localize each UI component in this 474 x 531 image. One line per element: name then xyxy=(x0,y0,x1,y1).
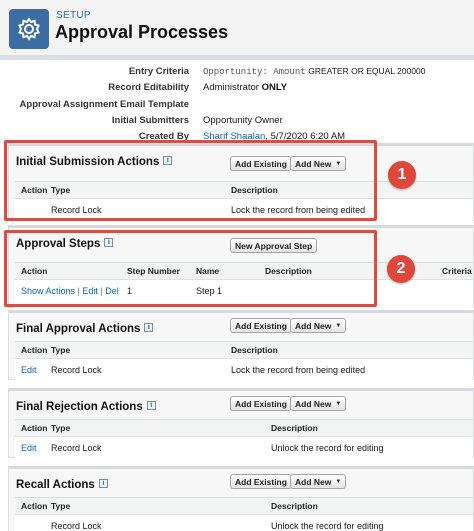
setup-label: SETUP xyxy=(56,10,91,21)
final-rejection-table xyxy=(15,419,473,459)
table-row: Record Lock Lock the record from being edited xyxy=(15,200,473,220)
table-header: Action Type Description xyxy=(15,342,473,359)
section-title: Initial Submission Actions i xyxy=(16,156,172,168)
process-details xyxy=(0,56,474,144)
final-rejection-section xyxy=(8,388,474,458)
new-approval-step-button[interactable]: New Approval Step xyxy=(230,238,317,253)
chevron-down-icon: ▼ xyxy=(335,478,342,485)
table-header: Action Type Description xyxy=(15,498,473,515)
table-header: Action Type Description xyxy=(15,420,473,437)
section-title: Final Approval Actions i xyxy=(16,323,153,335)
detail-row-record-editability xyxy=(0,80,474,95)
add-new-button[interactable]: Add New ▼ xyxy=(290,156,346,171)
gear-icon xyxy=(9,9,49,49)
detail-label: Entry Criteria xyxy=(128,66,189,77)
detail-label: Created By xyxy=(138,131,189,142)
detail-row-entry-criteria xyxy=(0,64,474,79)
chevron-down-icon: ▼ xyxy=(335,400,342,407)
edit-link[interactable]: Edit xyxy=(21,443,37,453)
final-approval-table xyxy=(15,341,473,381)
info-icon[interactable]: i xyxy=(147,401,156,410)
final-approval-section xyxy=(8,310,474,380)
detail-label: Initial Submitters xyxy=(111,115,189,126)
chevron-down-icon: ▼ xyxy=(335,160,342,167)
detail-value: Opportunity Owner xyxy=(203,115,283,126)
table-row: Edit Record Lock Unlock the record for editing xyxy=(15,438,473,458)
table-header: Action Type Description xyxy=(15,182,473,199)
info-icon[interactable]: i xyxy=(99,479,108,488)
info-icon[interactable]: i xyxy=(144,323,153,332)
add-new-button[interactable]: Add New ▼ xyxy=(290,396,346,411)
add-existing-button[interactable]: Add Existing xyxy=(230,156,292,171)
add-existing-button[interactable]: Add Existing xyxy=(230,474,292,489)
info-icon[interactable]: i xyxy=(104,238,113,247)
created-by-link[interactable]: Sharif Shaalan xyxy=(203,131,266,142)
recall-table xyxy=(15,497,473,531)
add-existing-button[interactable]: Add Existing xyxy=(230,318,292,333)
info-icon[interactable]: i xyxy=(163,156,172,165)
section-title: Approval Steps i xyxy=(16,238,113,250)
detail-value: Opportunity: Amount GREATER OR EQUAL 200000 xyxy=(203,66,426,77)
delete-link[interactable]: Del xyxy=(105,286,119,296)
detail-label: Record Editability xyxy=(108,82,189,93)
add-existing-button[interactable]: Add Existing xyxy=(230,396,292,411)
detail-value: Administrator ONLY xyxy=(203,82,288,93)
add-new-button[interactable]: Add New ▼ xyxy=(290,318,346,333)
callout-badge-2: 2 xyxy=(387,255,415,283)
chevron-down-icon: ▼ xyxy=(335,322,342,329)
table-row: Record Lock Unlock the record for editing xyxy=(15,516,473,531)
edit-link[interactable]: Edit xyxy=(21,365,37,375)
callout-box-1 xyxy=(4,140,377,221)
detail-row-initial-submitters xyxy=(0,113,474,128)
detail-row-email-template xyxy=(0,97,474,112)
page-header xyxy=(0,0,474,56)
detail-label: Approval Assignment Email Template xyxy=(19,99,189,110)
table-row: Show Actions | Edit | Del 1 Step 1 xyxy=(15,281,473,301)
show-actions-link[interactable]: Show Actions xyxy=(21,286,76,296)
edit-link[interactable]: Edit xyxy=(82,286,98,296)
add-new-button[interactable]: Add New ▼ xyxy=(290,474,346,489)
callout-box-2 xyxy=(4,230,377,307)
table-row: Edit Record Lock Lock the record from being edited xyxy=(15,360,473,380)
table-header: Action Step Number Name Description Criteria xyxy=(15,263,473,280)
section-title: Recall Actions i xyxy=(16,479,108,491)
callout-badge-1: 1 xyxy=(388,161,416,189)
page-title: Approval Processes xyxy=(55,22,229,42)
section-title: Final Rejection Actions i xyxy=(16,401,156,413)
detail-value: Sharif Shaalan, 5/7/2020 6:20 AM xyxy=(203,131,346,142)
recall-section xyxy=(8,466,474,531)
